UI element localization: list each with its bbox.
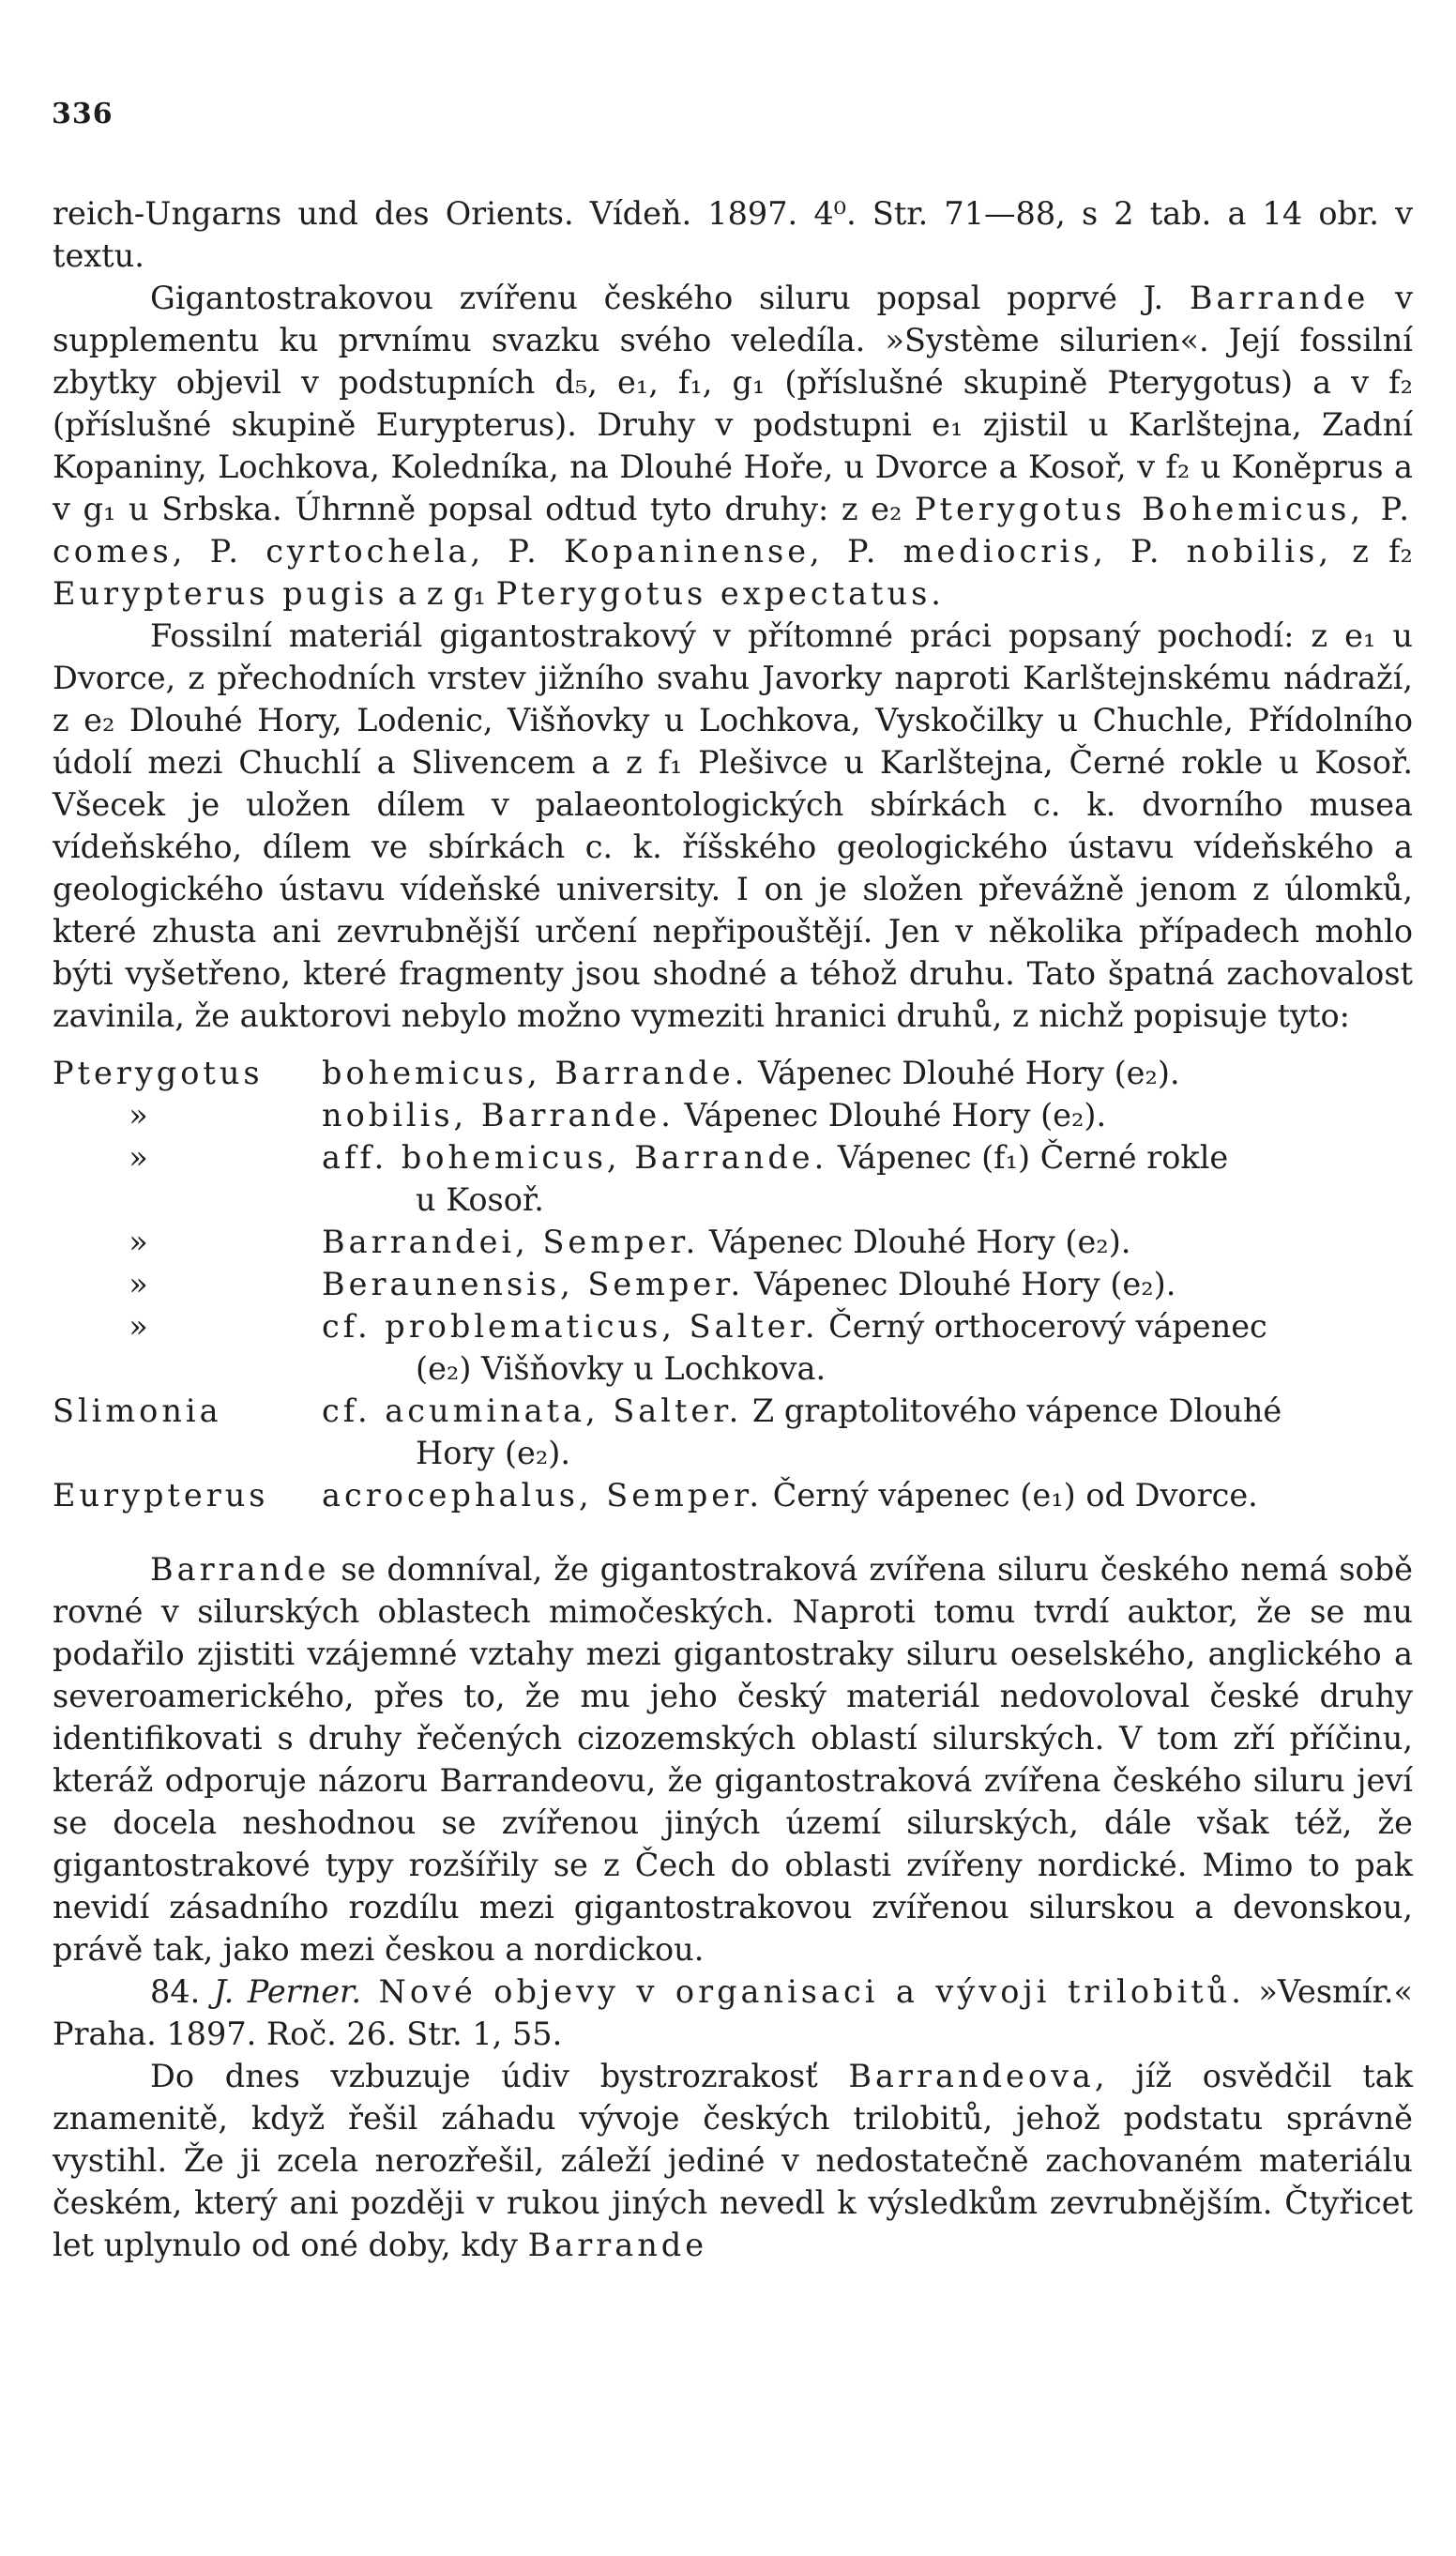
species-desc: [322, 1052, 1413, 1094]
species-item: [53, 1305, 1413, 1347]
species-genus: Eurypterus: [53, 1477, 269, 1514]
species-locality: Vápenec Dlouhé Hory (e₂).: [744, 1266, 1176, 1302]
paragraph: [53, 277, 1413, 615]
species-continuation: Hory (e₂).: [416, 1435, 571, 1471]
page-number: 336: [52, 98, 114, 130]
species-name: aff. bohemicus, Barrande.: [322, 1139, 828, 1176]
species-item: [53, 1390, 1413, 1432]
species-desc: [322, 1136, 1413, 1179]
species-genus: »: [129, 1308, 152, 1345]
species-item: [53, 1263, 1413, 1305]
author-name: Barrande: [527, 2227, 708, 2263]
species-desc: [322, 1221, 1413, 1263]
species-list: [53, 1052, 1413, 1516]
text-run: a z g₁: [387, 575, 496, 612]
species-name: cf. acuminata, Salter.: [322, 1392, 743, 1429]
species-name: Barrandei, Semper.: [322, 1224, 700, 1260]
paragraph: Fossilní materiál gigantostrakový v přítomné práci popsaný pochodí: z e₁ u Dvorce, z přechodních vrstev jižního svahu Javorky naproti Karlštejnskému nádraží, z e₂ Dlouhé Hory, Lodenic, Višňovky u Lochkova, Vyskočilky u Chuchle, Přídolního údolí mezi Chuchlí a Slivencem a z f₁ Plešivce u Karlštejna, Černé rokle u Kosoř. Všecek je uložen dílem v palaeontologických sbírkách c. k. dvorního musea vídeňského, dílem ve sbírkách c. k. říšského geologického ústavu vídeňského a geologického ústavu vídeňské university. I on je složen převážně jenom z úlomků, které zhusta ani zevrubnější určení nepřipouštějí. Jen v několika případech mohlo býti vyšetřeno, které fragmenty jsou shodné a téhož druhu. Tato špatná zachovalost zavinila, že auktorovi nebylo možno vymeziti hranici druhů, z nichž popisuje tyto:: [53, 617, 1413, 1034]
species-item: [53, 1136, 1413, 1179]
entry-title: Nové objevy v organisaci a vývoji trilobitů.: [361, 1973, 1245, 2010]
species-genus: »: [129, 1097, 152, 1133]
species-genus: »: [129, 1139, 152, 1176]
species-desc: [322, 1474, 1413, 1516]
species-item: [53, 1052, 1413, 1094]
species-genus: »: [129, 1224, 152, 1260]
species-genus: »: [129, 1266, 152, 1302]
species-names: Eurypterus pugis: [53, 575, 388, 612]
species-names: Pterygotus expectatus.: [495, 575, 945, 612]
species-name: nobilis, Barrande.: [322, 1097, 675, 1133]
entry-number: 84.: [150, 1973, 214, 2010]
species-continuation: u Kosoř.: [416, 1181, 544, 1218]
text-run: Do dnes vzbuzuje údiv bystrozrakosť: [150, 2058, 849, 2094]
species-desc: [322, 1263, 1413, 1305]
author-name: Barrande: [1189, 280, 1370, 316]
species-name: acrocephalus, Semper.: [322, 1477, 764, 1514]
paragraph: [53, 2055, 1413, 2266]
species-locality: Vápenec Dlouhé Hory (e₂).: [748, 1055, 1180, 1091]
species-locality: Vápenec Dlouhé Hory (e₂).: [674, 1097, 1107, 1133]
text-run: , jíž osvědčil tak znamenitě, když řešil záhadu vývoje českých trilobitů, jehož podstatu správně vystihl. Že ji zcela nerozřešil, záleží jediné v nedostatečně zachovaném materiálu českém, který ani později v rukou jiných nevedl k výsledkům zevrubnějším. Čtyřicet let uplynulo od oné doby, kdy: [53, 2058, 1414, 2263]
species-item: [53, 1221, 1413, 1263]
author-name: Barrandeova: [848, 2058, 1095, 2094]
entry-author: J. Perner.: [213, 1973, 362, 2010]
species-genus: Slimonia: [53, 1392, 222, 1429]
species-locality: Černý orthocerový vápenec: [818, 1308, 1267, 1345]
species-locality: Z graptolitového vápence Dlouhé: [742, 1392, 1282, 1429]
article-body: [53, 192, 1413, 2266]
species-name: Beraunensis, Semper.: [322, 1266, 745, 1302]
species-item: [53, 1474, 1413, 1516]
entry-source: »Vesmír.« Praha. 1897. Roč. 26. Str. 1, 55.: [53, 1973, 1414, 2052]
species-locality: Vápenec (f₁) Černé rokle: [827, 1139, 1229, 1176]
spacer: [53, 1516, 1413, 1548]
text-run: z f₂: [1331, 533, 1413, 570]
species-name: bohemicus, Barrande.: [322, 1055, 749, 1091]
species-continuation: (e₂) Višňovky u Lochkova.: [416, 1350, 827, 1387]
bibliography-entry: [53, 1970, 1413, 2055]
species-desc: [322, 1390, 1413, 1432]
text-run: Gigantostrakovou zvířenu českého siluru popsal poprvé J.: [150, 280, 1190, 316]
species-desc: [322, 1305, 1413, 1347]
species-locality: Vápenec Dlouhé Hory (e₂).: [699, 1224, 1131, 1260]
text-run: v supplementu ku prvnímu svazku svého veledíla. »Système silurien«. Její fossilní zbytky objevil v podstupních d₅, e₁, f₁, g₁ (příslušné skupině Pterygotus) a v f₂ (příslušné skupině Eurypterus). Druhy v podstupni e₁ zjistil u Karlštejna, Zadní Kopaniny, Lochkova, Koledníka, na Dlouhé Hoře, u Dvorce a Kosoř, v f₂ u Koněprus a v g₁ u Srbska. Úhrnně popsal odtud tyto druhy: z e₂: [53, 280, 1413, 527]
species-item: [53, 1094, 1413, 1136]
species-desc: [322, 1094, 1413, 1136]
species-locality: Černý vápenec (e₁) od Dvorce.: [763, 1477, 1258, 1514]
author-name: Barrande: [150, 1551, 330, 1588]
paragraph: [53, 1548, 1413, 1970]
species-name: cf. problematicus, Salter.: [322, 1308, 819, 1345]
species-genus: Pterygotus: [53, 1055, 264, 1091]
paragraph: reich-Ungarns und des Orients. Vídeň. 1897. 4⁰. Str. 71—88, s 2 tab. a 14 obr. v textu.: [53, 195, 1413, 274]
species-names: Pterygotus Bohemicus, P. comes, P. cyrtochela, P. Kopaninense, P. mediocris, P. nobilis,: [53, 491, 1414, 570]
text-run: se domníval, že gigantostraková zvířena siluru českého nemá sobě rovné v silurských oblastech mimočeských. Naproti tomu tvrdí auktor, že se mu podařilo zjistiti vzájemné vztahy mezi gigantostraky siluru oeselského, anglického a severoamerického, přes to, že mu jeho český materiál nedovoloval české druhy identifikovati s druhy řečených cizozemských oblastí silurských. V tom zří příčinu, kteráž odporuje názoru Barrandeovu, že gigantostraková zvířena českého siluru jeví se docela neshodnou se zvířenou jiných území silurských, dále však též, že gigantostrakové typy rozšířily se z Čech do oblasti zvířeny nordické. Mimo to pak nevidí zásadního rozdílu mezi gigantostrakovou zvířenou silurskou a devonskou, právě tak, jako mezi českou a nordickou.: [53, 1551, 1413, 1968]
